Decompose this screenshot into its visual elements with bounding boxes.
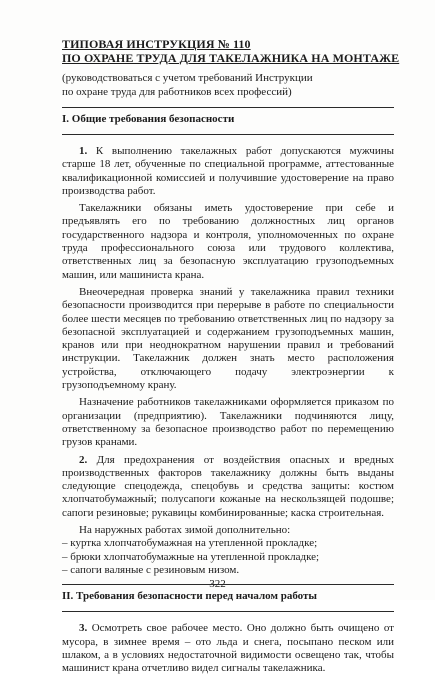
section-1-bottom-rule bbox=[62, 134, 394, 135]
paragraph-5-text: Для предохранения от воздействия опасных и вредных производственных факторов такелажнику должны быть выданы следующие спецодежда, спецобувь и средства защиты: костюм хлопчатобумажный; полусапоги кожаные на нескользящей подошве; сапоги резиновые; рукавицы комбинированные; каска строительная. bbox=[62, 453, 394, 519]
list-item-1: – куртка хлопчатобумажная на утепленной прокладке; bbox=[62, 537, 318, 550]
paragraph-2: Такелажники обязаны иметь удостоверение при себе и предъявлять его по требованию должностных лиц органов государственного надзора и контроля, уполномоченных по охране труда профессионального союза или трудового коллектива, ответственных лиц за безопасную эксплуатацию грузоподъемных машин, или машиниста крана. bbox=[62, 202, 394, 281]
section-2-heading: II. Требования безопасности перед началом работы bbox=[62, 590, 318, 603]
paragraph-7 bbox=[62, 622, 394, 675]
paragraph-1-number: 1. bbox=[79, 145, 88, 157]
paragraph-7-number: 3. bbox=[79, 622, 88, 635]
section-1-heading: I. Общие требования безопасности bbox=[62, 113, 235, 125]
note-line-1: (руководствоваться с учетом требований Инструкции bbox=[62, 72, 313, 84]
paragraph-4: Назначение работников такелажниками оформляется приказом по организации (предприятию). Такелажники подчиняются лицу, ответственному за безопасное производство работ по перемещению грузов кранами. bbox=[62, 396, 394, 449]
section-2-bottom-rule bbox=[62, 611, 394, 612]
paragraph-1 bbox=[62, 145, 394, 198]
paragraph-1-text: К выполнению такелажных работ допускаются мужчины старше 18 лет, обученные по специальной программе, аттестованные квалификационной комиссией и получившие удостоверение на право производства работ. bbox=[62, 145, 394, 197]
title-line-1: ТИПОВАЯ ИНСТРУКЦИЯ № 110 bbox=[62, 37, 251, 51]
list-item-3: – сапоги валяные с резиновым низом. bbox=[62, 563, 240, 576]
section-1-top-rule bbox=[62, 107, 394, 108]
paragraph-3: Внеочередная проверка знаний у такелажника правил техники безопасности производится при перерыве в работе по специальности более шести месяцев по требованию ответственных лиц по надзору за безопасной эксплуатацией и содержанием грузоподъемных машин, кранов или при неоднократном нарушении правил и требований инструкции. Такелажник должен знать место расположения устройства, отключающего подачу электроэнергии к грузоподъемному крану. bbox=[62, 285, 394, 392]
paragraph-5-number: 2. bbox=[79, 453, 88, 466]
document-title bbox=[62, 37, 400, 65]
paragraph-6: На наружных работах зимой дополнительно: bbox=[79, 524, 291, 537]
title-line-2: ПО ОХРАНЕ ТРУДА ДЛЯ ТАКЕЛАЖНИКА НА МОНТАЖЕ bbox=[62, 51, 400, 65]
paragraph-7-text: Осмотреть свое рабочее место. Оно должно быть очищено от мусора, в зимнее время – ото льда и снега, посыпано песком или шлаком, а в условиях недостаточной видимости освещено так, чтобы машинист крана отчетливо видел сигналы такелажника. bbox=[62, 622, 394, 675]
list-item-2: – брюки хлопчатобумажные на утепленной прокладке; bbox=[62, 550, 320, 563]
document-note bbox=[62, 71, 394, 99]
note-line-2: по охране труда для работников всех профессий) bbox=[62, 86, 292, 98]
page-number: 322 bbox=[209, 578, 226, 590]
paragraph-5 bbox=[62, 454, 394, 520]
